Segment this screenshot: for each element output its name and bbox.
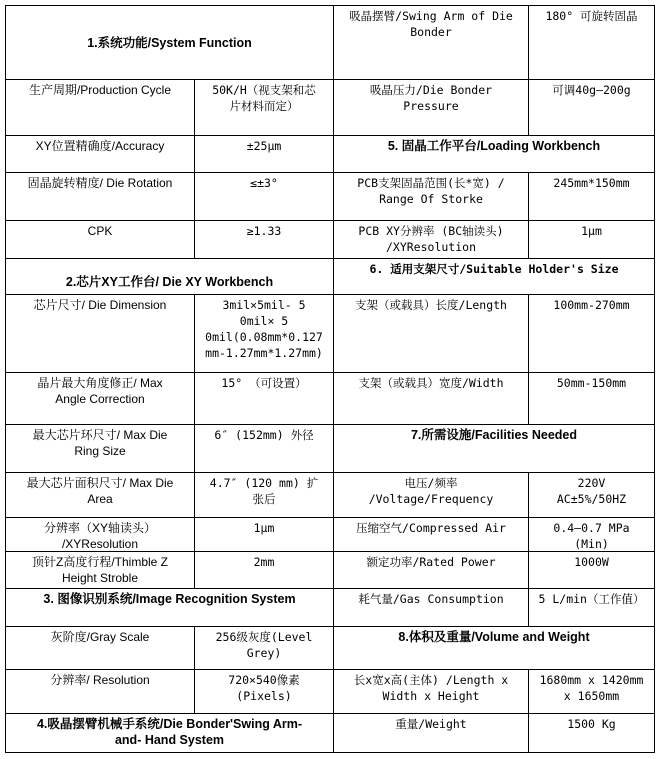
swing-arm-value: 180° 可旋转固晶 (528, 5, 654, 79)
weight-value: 1500 Kg (528, 713, 654, 752)
thimble-stroke-label: 顶针Z高度行程/Thimble Z Height Stroble (5, 551, 194, 588)
gas-consumption-label: 耗气量/Gas Consumption (333, 588, 528, 626)
cpk-value: ≥1.33 (194, 220, 333, 258)
compressed-air-label: 压缩空气/Compressed Air (333, 517, 528, 551)
dimensions-value: 1680mm x 1420mm x 1650mm (528, 669, 654, 713)
xy-resolution-label: 分辨率（XY轴读头） /XYResolution (5, 517, 194, 551)
holder-length-label: 支架（或载具）长度/Length (333, 294, 528, 372)
table-border (5, 5, 655, 753)
section-title-die-xy-workbench: 2.芯片XY工作台/ Die XY Workbench (5, 258, 333, 294)
pcb-resolution-value: 1μm (528, 220, 654, 258)
accuracy-value: ±25μm (194, 135, 333, 172)
weight-label: 重量/Weight (333, 713, 528, 752)
production-cycle-value: 50K/H（视支架和芯 片材料而定） (194, 79, 333, 135)
die-rotation-value: ≤±3° (194, 172, 333, 220)
section-title-facilities: 7.所需设施/Facilities Needed (333, 424, 654, 472)
gas-consumption-value: 5 L/min（工作值） (528, 588, 654, 626)
holder-length-value: 100mm-270mm (528, 294, 654, 372)
pcb-resolution-label: PCB XY分辨率 (BC轴读头) /XYResolution (333, 220, 528, 258)
accuracy-label: XY位置精确度/Accuracy (5, 135, 194, 172)
max-ring-value: 6″ (152mm) 外径 (194, 424, 333, 472)
section-title-holder-size: 6. 适用支架尺寸/Suitable Holder's Size (333, 258, 654, 294)
bonder-pressure-label: 吸晶压力/Die Bonder Pressure (333, 79, 528, 135)
max-area-label: 最大芯片面积尺寸/ Max Die Area (5, 472, 194, 517)
voltage-label: 电压/频率 /Voltage/Frequency (333, 472, 528, 517)
die-dimension-label: 芯片尺寸/ Die Dimension (5, 294, 194, 372)
cpk-label: CPK (5, 220, 194, 258)
holder-width-value: 50mm-150mm (528, 372, 654, 424)
bonder-pressure-value: 可调40g—200g (528, 79, 654, 135)
die-dimension-value: 3mil×5mil- 5 0mil× 5 0mil(0.08mm*0.127 mm-1.27mm*1.27mm) (194, 294, 333, 372)
gray-scale-value: 256级灰度(Level Grey) (194, 626, 333, 669)
section-title-volume-weight: 8.体积及重量/Volume and Weight (333, 626, 654, 669)
pcb-range-label: PCB支架固晶范围(长*宽) / Range Of Storke (333, 172, 528, 220)
gray-scale-label: 灰阶度/Gray Scale (5, 626, 194, 669)
rated-power-label: 额定功率/Rated Power (333, 551, 528, 588)
voltage-value: 220V AC±5%/50HZ (528, 472, 654, 517)
section-title-swing-arm-system: 4.吸晶摆臂机械手系统/Die Bonder'Swing Arm- and- Hand System (5, 713, 333, 752)
die-rotation-label: 固晶旋转精度/ Die Rotation (5, 172, 194, 220)
holder-width-label: 支架（或载具）宽度/Width (333, 372, 528, 424)
production-cycle-label: 生产周期/Production Cycle (5, 79, 194, 135)
max-ring-label: 最大芯片环尺寸/ Max Die Ring Size (5, 424, 194, 472)
dimensions-label: 长x宽x高(主体) /Length x Width x Height (333, 669, 528, 713)
max-angle-label: 晶片最大角度修正/ Max Angle Correction (5, 372, 194, 424)
compressed-air-value: 0.4—0.7 MPa (Min) (528, 517, 654, 551)
image-resolution-label: 分辨率/ Resolution (5, 669, 194, 713)
section-title-system-function: 1.系统功能/System Function (5, 5, 333, 79)
max-area-value: 4.7″ (120 mm) 扩 张后 (194, 472, 333, 517)
section-title-image-recognition: 3. 图像识别系统/Image Recognition System (5, 588, 333, 626)
rated-power-value: 1000W (528, 551, 654, 588)
xy-resolution-value: 1μm (194, 517, 333, 551)
pcb-range-value: 245mm*150mm (528, 172, 654, 220)
thimble-stroke-value: 2mm (194, 551, 333, 588)
section-title-loading-workbench: 5. 固晶工作平台/Loading Workbench (333, 135, 654, 172)
image-resolution-value: 720×540像素 (Pixels) (194, 669, 333, 713)
swing-arm-label: 吸晶摆臂/Swing Arm of Die Bonder (333, 5, 528, 79)
max-angle-value: 15° （可设置） (194, 372, 333, 424)
